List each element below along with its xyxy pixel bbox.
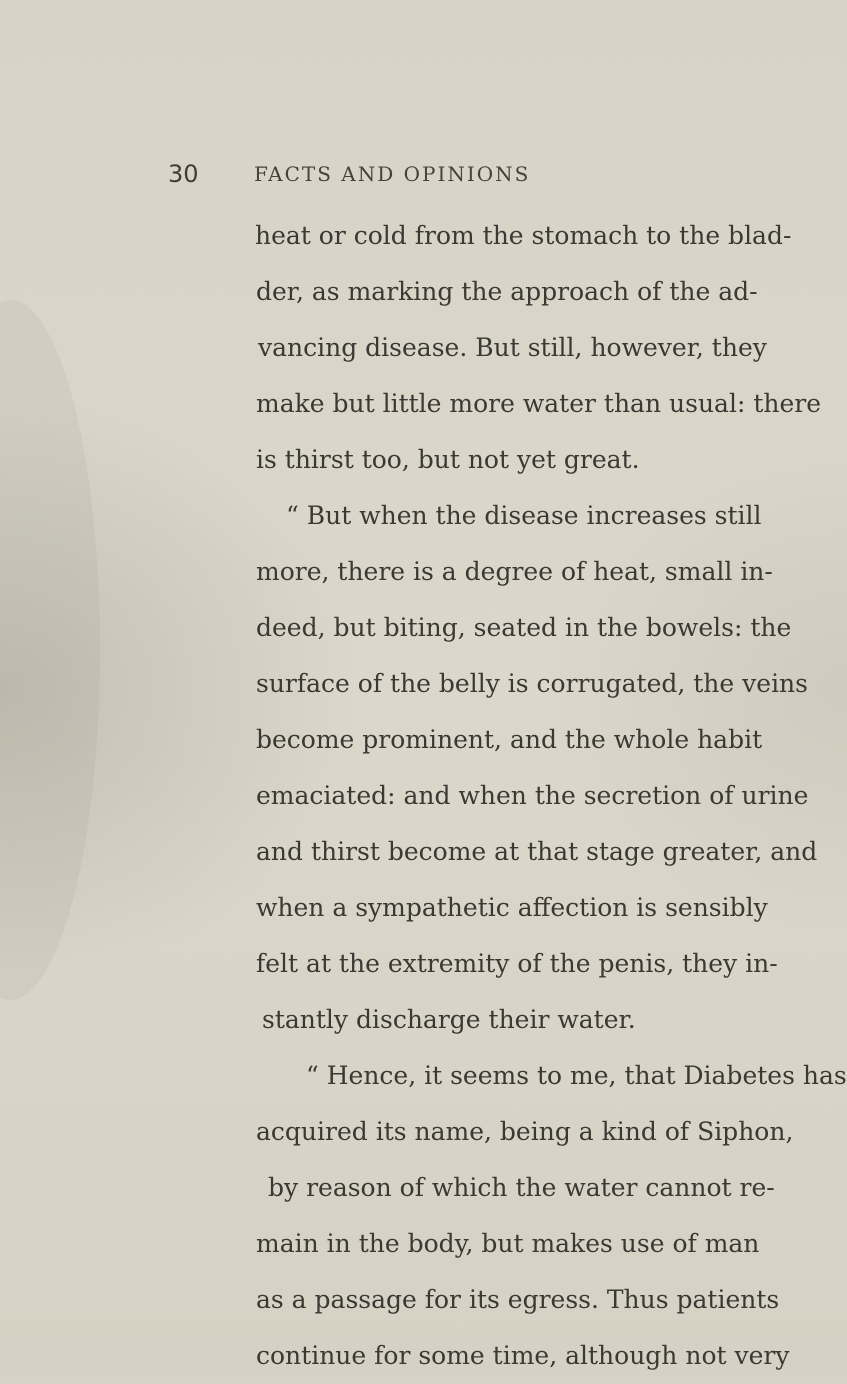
page-shadow (0, 300, 100, 1000)
page-number: 30 (168, 160, 199, 188)
body-text (255, 208, 847, 1384)
text-line: der, as marking the approach of the ad- (256, 277, 758, 306)
text-line: heat or cold from the stomach to the blad- (255, 221, 792, 250)
text-line: acquired its name, being a kind of Siphon, (256, 1117, 794, 1146)
text-line: surface of the belly is corrugated, the veins (256, 669, 808, 698)
text-line: more, there is a degree of heat, small in- (256, 557, 773, 586)
running-head (168, 160, 688, 200)
text-line: “ But when the disease increases still (286, 501, 762, 530)
text-line: become prominent, and the whole habit (256, 725, 763, 754)
text-line: “ Hence, it seems to me, that Diabetes has (306, 1061, 847, 1090)
text-line: make but little more water than usual: there (256, 389, 822, 418)
text-line: when a sympathetic affection is sensibly (256, 893, 768, 922)
running-title: FACTS AND OPINIONS (254, 162, 531, 186)
text-line: main in the body, but makes use of man (256, 1229, 760, 1258)
text-line: felt at the extremity of the penis, they in- (256, 949, 778, 978)
text-line: and thirst become at that stage greater, and (256, 837, 818, 866)
text-line: by reason of which the water cannot re- (268, 1173, 775, 1202)
text-line: deed, but biting, seated in the bowels: the (256, 613, 792, 642)
text-line: stantly discharge their water. (262, 1005, 636, 1034)
text-line: emaciated: and when the secretion of urine (256, 781, 809, 810)
text-line: continue for some time, although not very (256, 1341, 790, 1370)
text-line: is thirst too, but not yet great. (256, 445, 640, 474)
text-line: vancing disease. But still, however, they (258, 333, 767, 362)
text-line: as a passage for its egress. Thus patients (256, 1285, 780, 1314)
